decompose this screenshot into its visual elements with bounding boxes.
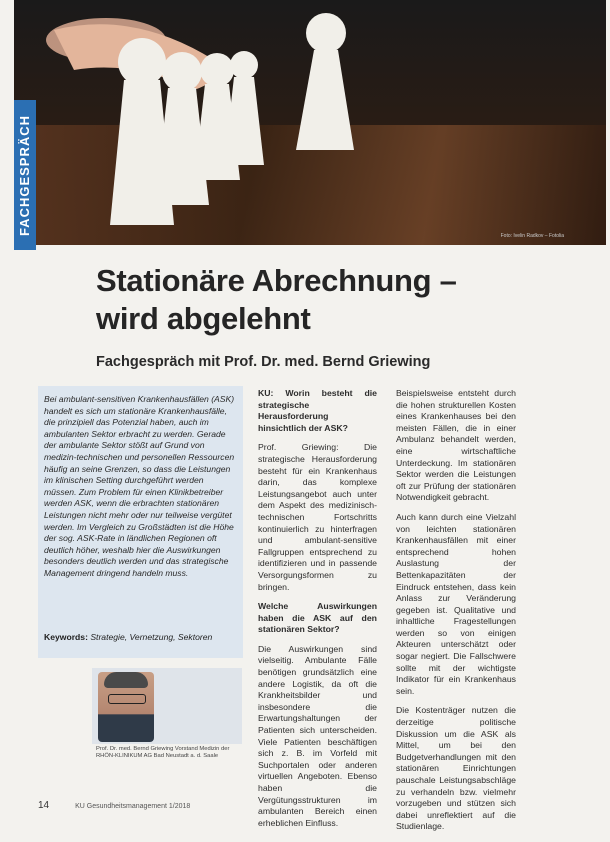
article-title	[96, 262, 516, 338]
paragraph-1: Beispielsweise entsteht durch die hohen strukturellen Kosten eines Krankenhauses bei den meisten Fällen, die in einer Ambulanz behandelt werden, eine wirtschaftliche Unterdeckung. Im stationären Sektor werden die Leistungen oft zur Prüfung der stationären Notwendigkeit gebracht.	[396, 388, 516, 503]
paragraph-3: Die Kostenträger nutzen die derzeitige politische Diskussion um die ASK als Mittel, um bei den Budgetverhandlungen mit den stationären Einrichtungen pauschale Leistungsabschläge zu verhandeln bzw. vielmehr vorzugeben und stützen sich dabei unreflektiert auf die Studienlage.	[396, 705, 516, 832]
article-subtitle: Fachgespräch mit Prof. Dr. med. Bernd Griewing	[96, 354, 431, 370]
journal-name: KU Gesundheitsmanagement 1/2018	[75, 803, 191, 810]
text-column-2	[258, 388, 377, 837]
photo-credit: Foto: Ivelin Radkov – Fotolia	[500, 233, 564, 239]
game-pieces-illustration	[14, 0, 606, 245]
title-line-1: Stationäre Abrechnung –	[96, 263, 457, 298]
author-photo	[98, 672, 154, 742]
paragraph-2: Auch kann durch eine Vielzahl von leichten stationären Krankenhausfällen mit einer entsprechend hohen Auslastung der Bettenkapazitäten der Eindruck entstehen, dass kein Anlass zur Veränderung gegeben ist. Qualitative und inhaltliche Fragestellungen werden so von einigen Akteuren unterschätzt oder sogar negiert. Die Fallschwere sollte mit der wichtigste Indikator für ein Krankenhaus sein.	[396, 511, 516, 696]
page-number: 14	[38, 800, 50, 811]
question-2: Welche Auswirkungen haben die ASK auf den stationären Sektor?	[258, 601, 377, 635]
section-tab-label: FACHGESPRÄCH	[17, 114, 33, 236]
question-1: KU: Worin besteht die strategische Herausforderung hinsichtlich der ASK?	[258, 388, 377, 433]
section-tab	[14, 100, 36, 250]
keywords-label: Keywords:	[44, 632, 88, 642]
answer-1: Prof. Griewing: Die strategische Herausforderung besteht für ein Krankenhaus darin, das komplexe Leistungsangebot auch unter dem Aspekt des medizinisch-technischen Fortschritts kontinuierlich zu hinterfragen und ambulant-sensitive Fallgruppen entsprechend zu identifizieren und in passende Versorgungsformen zu bringen.	[258, 442, 377, 592]
author-glasses	[108, 694, 146, 704]
title-line-2: wird abgelehnt	[96, 301, 311, 336]
keywords-value: Strategie, Vernetzung, Sektoren	[90, 632, 213, 642]
page-footer	[38, 800, 190, 811]
answer-2: Die Auswirkungen sind vielseitig. Ambulante Fälle benötigen grundsätzlich eine andere Logistik, da oft die Krankheitsbilder und insbesondere die Erwartungshaltungen der Patienten sich unterscheiden. Viele Patienten beschäftigen sich z. B. im Vorfeld mit Suchportalen oder anderen virtuellen Angeboten. Ebenso haben die Vergütungsstrukturen im ambulanten Bereich einen erheblichen Einfluss.	[258, 643, 377, 828]
keywords-line	[44, 632, 212, 642]
author-caption: Prof. Dr. med. Bernd Griewing Vorstand Medizin der RHÖN-KLINIKUM AG Bad Neustadt a. d. Saale	[96, 746, 230, 760]
author-portrait	[92, 668, 242, 744]
abstract-box	[38, 386, 243, 658]
text-column-3	[396, 388, 516, 841]
header-photo	[14, 0, 606, 245]
author-hair	[104, 672, 148, 688]
abstract-text: Bei ambulant-sensitiven Krankenhausfällen (ASK) handelt es sich um stationäre Krankenhausfälle, die prinzipiell das Potenzial haben, auch im ambulanten Sektor erbracht zu werden. Gerade der ambulante Sektor stößt auf Grund von medizin-technischen und personellen Ressourcen häufig an seine Grenzen, so dass die Leistungen im klinischen Setting durchgeführt werden müssen. Zum Problem für einen Klinikbetreiber werden ASK, wenn die erbrachten stationären Leistungen nicht mehr oder nur teilweise vergütet werden. Im Vergleich zu Großstädten ist die Höhe der sog. ASK-Rate in ländlichen Regionen oft deutlich höher, weshalb hier die Auswirkungen besonders deutlich werden und das strategische Management dringend handeln muss.	[44, 394, 235, 578]
